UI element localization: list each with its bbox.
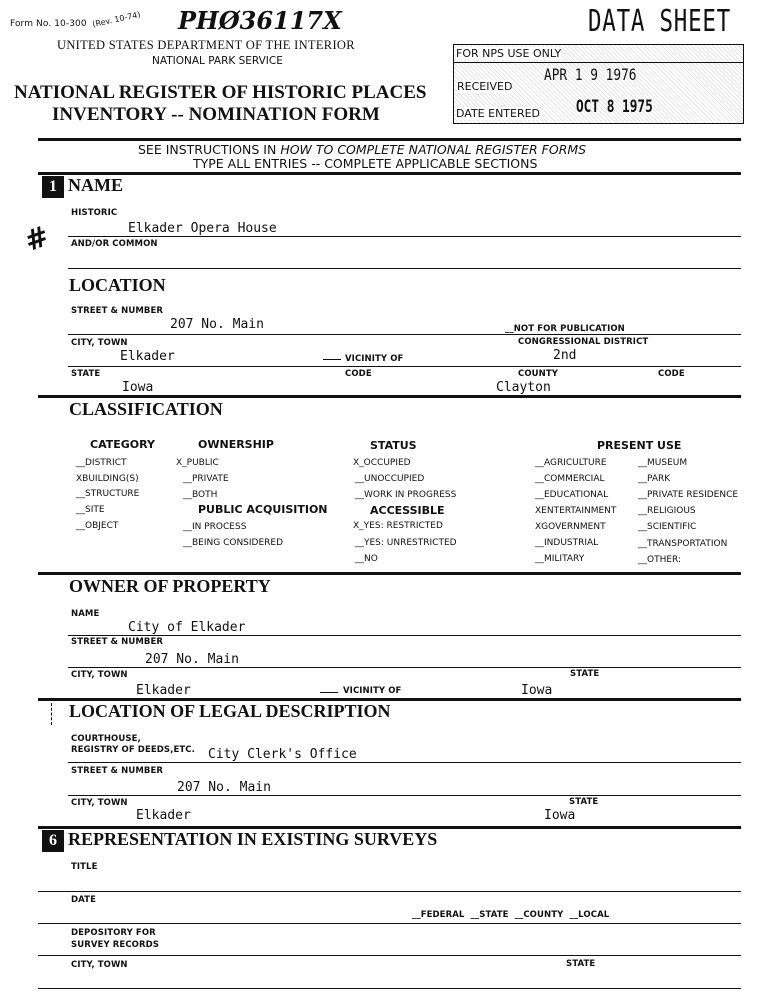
vicinity-label: VICINITY OF bbox=[345, 354, 404, 364]
city-town-label: CITY, TOWN bbox=[71, 338, 128, 348]
county-code-label: CODE bbox=[658, 369, 685, 379]
department-name: UNITED STATES DEPARTMENT OF THE INTERIOR bbox=[57, 38, 355, 52]
section-name-title: NAME bbox=[68, 175, 123, 195]
section-rule-1 bbox=[38, 172, 741, 175]
instructions-line2: TYPE ALL ENTRIES -- COMPLETE APPLICABLE SECTIONS bbox=[193, 156, 538, 171]
data-sheet-label: DATA SHEET bbox=[588, 4, 731, 39]
category-heading: CATEGORY bbox=[90, 438, 155, 451]
use-private-residence: __PRIVATE RESIDENCE bbox=[638, 490, 739, 500]
category-district: __DISTRICT bbox=[76, 458, 127, 468]
surveys-heading bbox=[42, 829, 437, 852]
owner-vicinity-checkbox bbox=[320, 692, 338, 693]
category-object: __OBJECT bbox=[76, 521, 119, 531]
category-structure: __STRUCTURE bbox=[76, 489, 140, 499]
legal-street-label: STREET & NUMBER bbox=[71, 766, 164, 776]
legal-state-value: Iowa bbox=[544, 808, 576, 823]
use-park: __PARK bbox=[638, 474, 671, 484]
survey-state-label: STATE bbox=[566, 959, 596, 969]
courthouse-value: City Clerk's Office bbox=[208, 747, 357, 762]
survey-date-label: DATE bbox=[71, 895, 96, 905]
use-government: XGOVERNMENT bbox=[535, 522, 606, 532]
owner-name-label: NAME bbox=[71, 609, 100, 619]
owner-state-label: STATE bbox=[570, 669, 600, 679]
use-commercial: __COMMERCIAL bbox=[535, 474, 605, 484]
nps-use-label: FOR NPS USE ONLY bbox=[456, 47, 562, 60]
historic-label: HISTORIC bbox=[71, 208, 118, 218]
public-acquisition-heading: PUBLIC ACQUISITION bbox=[198, 503, 328, 516]
owner-street-label: STREET & NUMBER bbox=[71, 637, 164, 647]
street-underline bbox=[68, 334, 741, 335]
andor-underline bbox=[68, 268, 741, 269]
survey-levels: __FEDERAL __STATE __COUNTY __LOCAL bbox=[412, 910, 610, 920]
section-name-heading bbox=[42, 175, 123, 198]
courthouse-underline bbox=[68, 762, 741, 763]
use-agriculture: __AGRICULTURE bbox=[535, 458, 607, 468]
ownership-both: __BOTH bbox=[183, 490, 218, 500]
section-rule-2 bbox=[38, 395, 741, 398]
owner-street-underline bbox=[68, 667, 741, 668]
form-title-line1: NATIONAL REGISTER OF HISTORIC PLACES bbox=[14, 82, 427, 103]
courthouse-label-line1: COURTHOUSE, bbox=[71, 734, 141, 744]
ownership-private: __PRIVATE bbox=[183, 474, 229, 484]
use-military: __MILITARY bbox=[535, 554, 585, 564]
legal-street-value: 207 No. Main bbox=[177, 780, 271, 795]
legal-street-underline bbox=[68, 795, 741, 796]
survey-city-underline bbox=[38, 988, 741, 989]
congressional-district-value: 2nd bbox=[553, 348, 577, 363]
survey-date-underline bbox=[38, 923, 741, 924]
handwritten-mark: # bbox=[20, 218, 54, 259]
legal-state-label: STATE bbox=[569, 797, 599, 807]
ownership-public: X_PUBLIC bbox=[176, 458, 219, 468]
depository-label-line2: SURVEY RECORDS bbox=[71, 940, 160, 950]
status-unoccupied: __UNOCCUPIED bbox=[355, 474, 425, 484]
owner-name-value: City of Elkader bbox=[128, 620, 246, 635]
state-label: STATE bbox=[71, 369, 101, 379]
use-museum: __MUSEUM bbox=[638, 458, 688, 468]
vicinity-checkbox bbox=[323, 359, 341, 360]
use-transportation: __TRANSPORTATION bbox=[638, 539, 728, 549]
date-entered-label: DATE ENTERED bbox=[456, 107, 541, 120]
handwritten-id: PHØ36117X bbox=[178, 6, 342, 35]
entered-stamp: OCT 8 1975 bbox=[576, 97, 653, 117]
section-number-1: 1 bbox=[42, 176, 64, 198]
owner-name-underline bbox=[68, 635, 741, 636]
courthouse-label-line2: REGISTRY OF DEEDS,ETC. bbox=[71, 745, 195, 755]
historic-underline bbox=[68, 236, 741, 237]
legal-city-value: Elkader bbox=[136, 808, 191, 823]
historic-value: Elkader Opera House bbox=[128, 221, 277, 236]
accessible-no: __NO bbox=[355, 554, 378, 564]
status-work-in-progress: __WORK IN PROGRESS bbox=[355, 490, 457, 500]
instructions-line1 bbox=[138, 142, 586, 157]
revision-note: (Rev. 10-74) bbox=[91, 10, 142, 29]
ownership-heading: OWNERSHIP bbox=[198, 438, 274, 451]
margin-mark bbox=[51, 703, 52, 725]
present-use-heading: PRESENT USE bbox=[597, 439, 682, 452]
legal-city-label: CITY, TOWN bbox=[71, 798, 128, 808]
survey-city-label: CITY, TOWN bbox=[71, 960, 128, 970]
owner-city-label: CITY, TOWN bbox=[71, 670, 128, 680]
accessible-heading: ACCESSIBLE bbox=[370, 504, 445, 517]
form-number: Form No. 10-300 bbox=[10, 19, 87, 29]
depository-underline bbox=[38, 955, 741, 956]
county-label: COUNTY bbox=[518, 369, 559, 379]
accessible-yes-unrestricted: __YES: UNRESTRICTED bbox=[355, 538, 457, 548]
congressional-district-label: CONGRESSIONAL DISTRICT bbox=[518, 337, 649, 347]
status-heading: STATUS bbox=[370, 439, 417, 452]
use-industrial: __INDUSTRIAL bbox=[535, 538, 599, 548]
received-stamp: APR 1 9 1976 bbox=[544, 65, 637, 84]
survey-title-underline bbox=[38, 891, 741, 892]
county-value: Clayton bbox=[496, 380, 551, 395]
owner-heading: OWNER OF PROPERTY bbox=[69, 576, 271, 596]
location-heading: LOCATION bbox=[69, 275, 166, 295]
legal-heading: LOCATION OF LEGAL DESCRIPTION bbox=[69, 701, 391, 721]
classification-heading: CLASSIFICATION bbox=[69, 399, 223, 419]
owner-street-value: 207 No. Main bbox=[145, 652, 239, 667]
andor-common-label: AND/OR COMMON bbox=[71, 239, 158, 249]
code-label: CODE bbox=[345, 369, 372, 379]
acquisition-in-process: __IN PROCESS bbox=[183, 522, 247, 532]
status-occupied: X_OCCUPIED bbox=[353, 458, 411, 468]
use-religious: __RELIGIOUS bbox=[638, 506, 696, 516]
state-value: Iowa bbox=[122, 380, 154, 395]
nps-divider bbox=[454, 62, 743, 63]
use-entertainment: XENTERTAINMENT bbox=[535, 506, 617, 516]
depository-label-line1: DEPOSITORY FOR bbox=[71, 928, 156, 938]
form-title-line2: INVENTORY -- NOMINATION FORM bbox=[52, 104, 380, 125]
header-rule bbox=[38, 138, 741, 141]
street-number-value: 207 No. Main bbox=[170, 317, 264, 332]
city-town-value: Elkader bbox=[120, 349, 175, 364]
category-site: __SITE bbox=[76, 505, 105, 515]
instructions-text: SEE INSTRUCTIONS IN bbox=[138, 142, 281, 157]
owner-vicinity-label: VICINITY OF bbox=[343, 686, 402, 696]
use-educational: __EDUCATIONAL bbox=[535, 490, 609, 500]
received-label: RECEIVED bbox=[457, 80, 513, 93]
section-rule-3 bbox=[38, 572, 741, 575]
city-underline bbox=[68, 366, 741, 367]
service-name: NATIONAL PARK SERVICE bbox=[152, 55, 283, 67]
accessible-yes-restricted: X_YES: RESTRICTED bbox=[353, 521, 443, 531]
survey-title-label: TITLE bbox=[71, 862, 98, 872]
owner-state-value: Iowa bbox=[521, 683, 553, 698]
acquisition-being-considered: __BEING CONSIDERED bbox=[183, 538, 284, 548]
instructions-emphasis: HOW TO COMPLETE NATIONAL REGISTER FORMS bbox=[280, 142, 587, 157]
nps-use-box bbox=[453, 44, 744, 124]
use-scientific: __SCIENTIFIC bbox=[638, 522, 697, 532]
street-number-label: STREET & NUMBER bbox=[71, 306, 164, 316]
category-buildings: XBUILDING(S) bbox=[76, 474, 139, 484]
section-number-6: 6 bbox=[42, 830, 64, 852]
owner-city-value: Elkader bbox=[136, 683, 191, 698]
use-other: __OTHER: bbox=[638, 555, 682, 565]
surveys-title: REPRESENTATION IN EXISTING SURVEYS bbox=[68, 829, 438, 849]
not-for-publication-label: __NOT FOR PUBLICATION bbox=[505, 324, 625, 334]
